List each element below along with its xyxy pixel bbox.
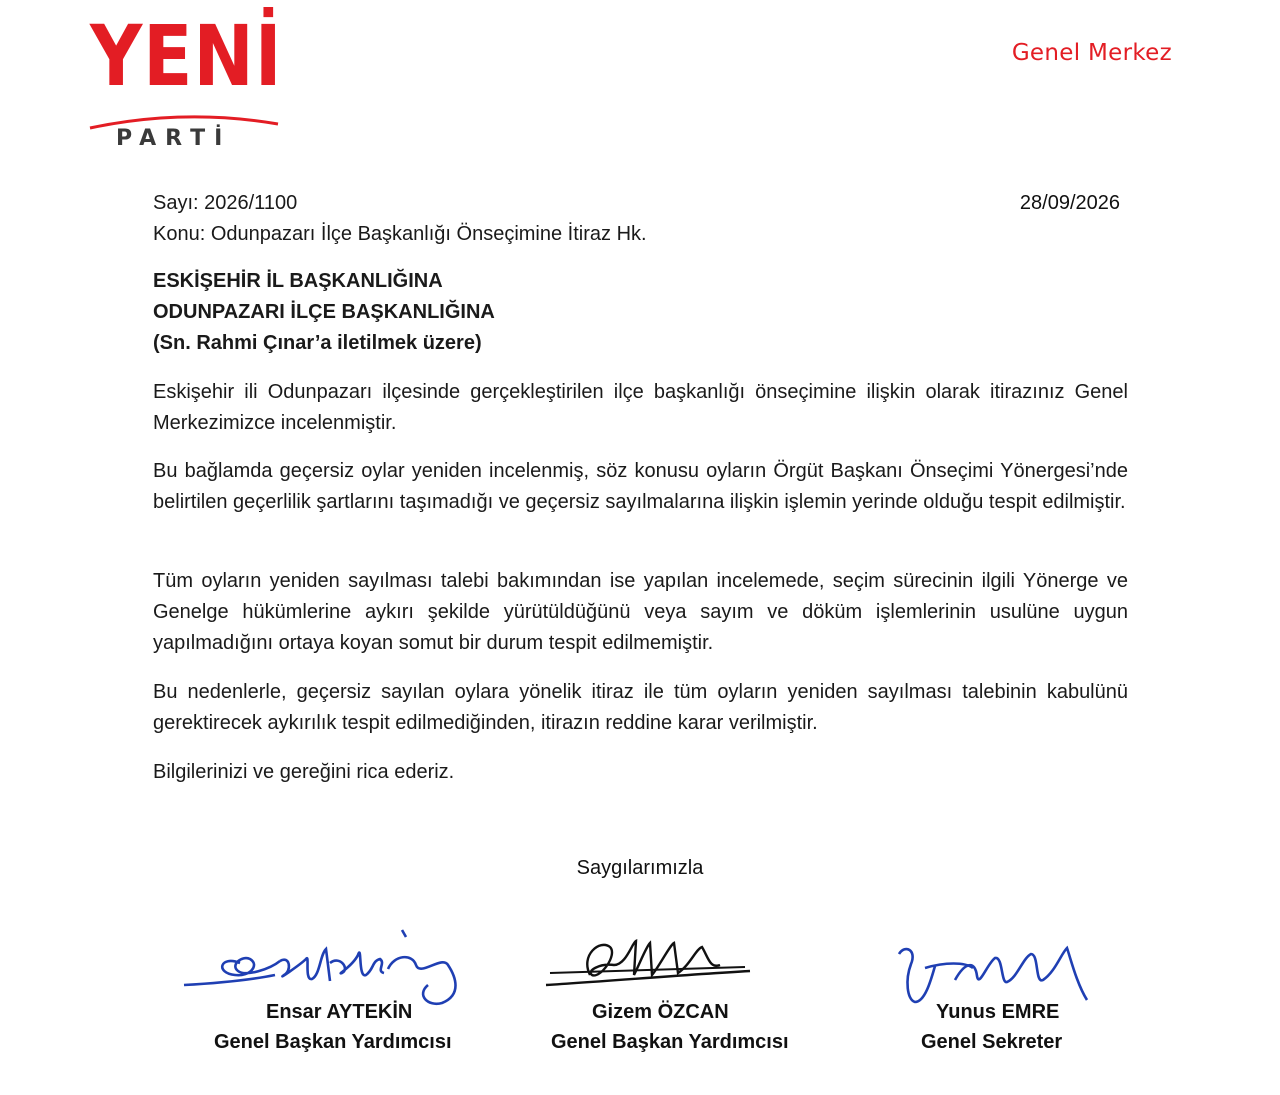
signatory-title: Genel Sekreter: [921, 1031, 1063, 1053]
document-subject: Konu: Odunpazarı İlçe Başkanlığı Önseçimine İtiraz Hk.: [153, 223, 647, 245]
signatory-title: Genel Başkan Yardımcısı: [551, 1031, 789, 1053]
body-paragraph: Tüm oyların yeniden sayılması talebi bakımından ise yapılan incelemede, seçim sürecinin ilgili Yönerge ve Genelge hükümlerine aykırı şekilde yürütüldüğünü veya sayım ve döküm işlemlerinin usulüne uygun yapılmadığını ortaya koyan somut bir durum tespit edilmemiştir.: [153, 570, 1128, 654]
signatory-name: Ensar AYTEKİN: [266, 1001, 413, 1023]
recipient-line: ESKİŞEHİR İL BAŞKANLIĞINA: [153, 270, 443, 292]
signatory-title: Genel Başkan Yardımcısı: [214, 1031, 452, 1053]
body-paragraph: Bu bağlamda geçersiz oylar yeniden incelenmiş, söz konusu oyların Örgüt Başkanı Önseçimi Yönergesi’nde belirtilen geçerlilik şartlarını taşımadığı ve geçersiz sayılmalarına ilişkin işlemin yerinde olduğu tespit edilmiştir.: [153, 460, 1128, 513]
recipient-line: ODUNPAZARI İLÇE BAŞKANLIĞINA: [153, 301, 495, 323]
body-paragraph: Bilgilerinizi ve gereğini rica ederiz.: [153, 761, 455, 783]
signatory-name: Gizem ÖZCAN: [592, 1001, 729, 1023]
handwritten-signature: [540, 935, 755, 997]
body-paragraph: Bu nedenlerle, geçersiz sayılan oylara yönelik itiraz ile tüm oyların yeniden sayılması talebinin kabulünü gerektirecek aykırılık tespit edilmediğinden, itirazın reddine karar verilmiştir.: [153, 681, 1128, 734]
logo-subtext: PARTİ: [116, 126, 232, 151]
logo-wordmark: YENİ: [90, 7, 283, 105]
closing-text: Saygılarımızla: [576, 857, 704, 879]
handwritten-signature: [180, 925, 465, 1010]
document-number: Sayı: 2026/1100: [153, 192, 298, 214]
body-paragraph: Eskişehir ili Odunpazarı ilçesinde gerçekleştirilen ilçe başkanlığı önseçimine ilişkin olarak itirazınız Genel Merkezimizce incelenmiştir.: [153, 381, 1128, 434]
office-label: Genel Merkez: [1011, 40, 1172, 66]
recipient-line: (Sn. Rahmi Çınar’a iletilmek üzere): [153, 332, 482, 354]
party-logo: [86, 7, 283, 151]
signatory-name: Yunus EMRE: [936, 1001, 1060, 1023]
document-date: 28/09/2026: [1019, 192, 1120, 214]
handwritten-signature: [895, 940, 1095, 1010]
